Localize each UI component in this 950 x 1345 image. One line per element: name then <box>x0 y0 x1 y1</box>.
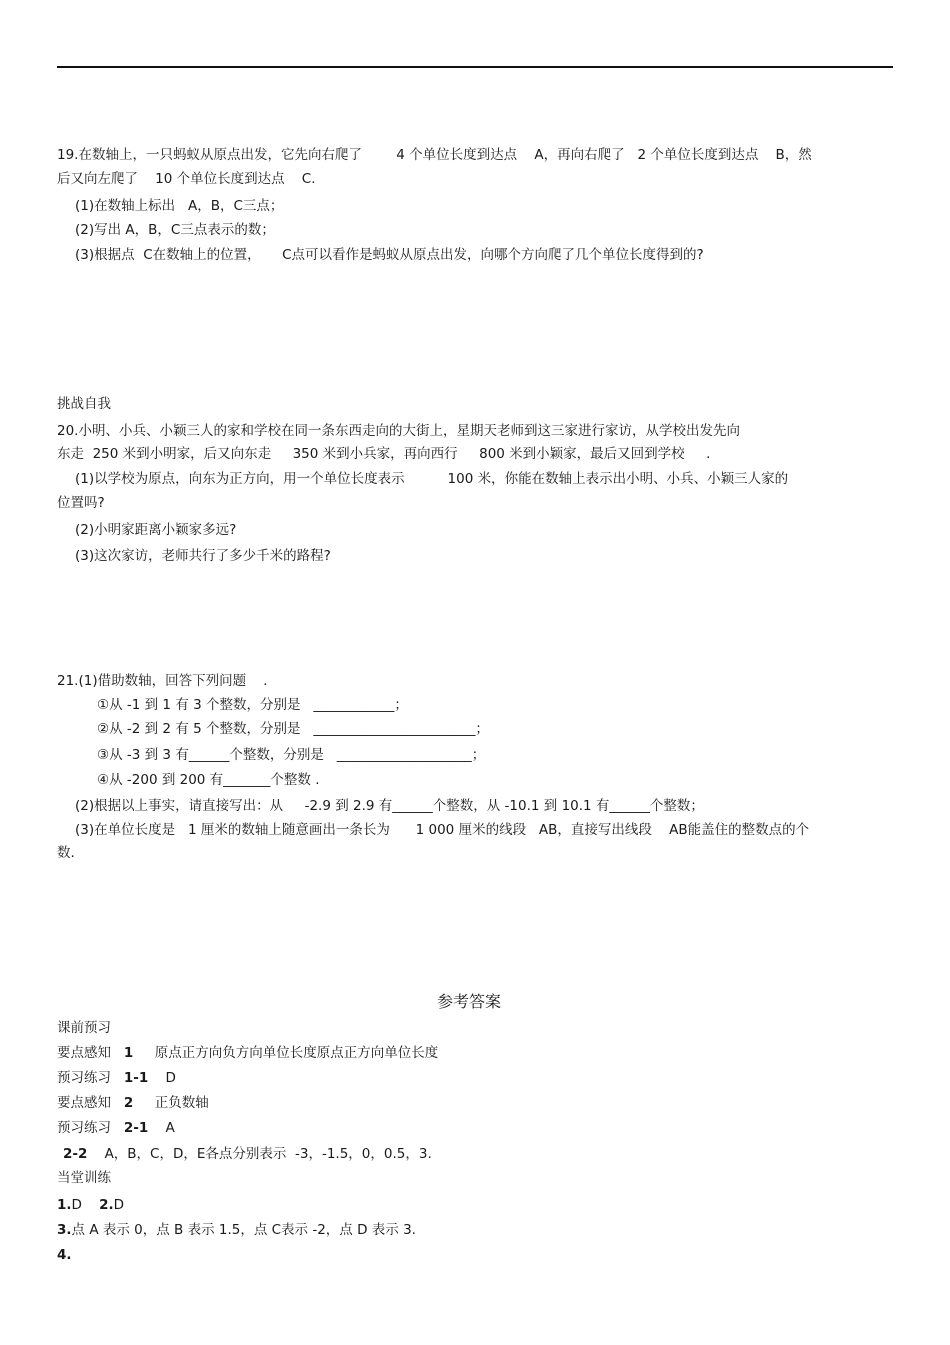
answer-label: 要点感知 <box>57 1045 111 1061</box>
q20-line-1: 20.小明、小兵、小颖三人的家和学校在同一条东西走向的大街上，星期天老师到这三家进行家访，从学校出发先向 <box>57 423 740 439</box>
answer-number: 4. <box>57 1247 72 1263</box>
answer-row-6 <box>57 1196 124 1214</box>
q19-part-3: (3)根据点 C在数轴上的位置， C点可以看作是蚂蚁从原点出发，向哪个方向爬了几个单位长度得到的? <box>75 247 704 263</box>
answer-label: 要点感知 <box>57 1095 111 1111</box>
answer-row-8 <box>57 1246 72 1264</box>
answer-number: 1. <box>57 1197 72 1213</box>
q21-part-3a: (3)在单位长度是 1 厘米的数轴上随意画出一条长为 1 000 厘米的线段 AB，直接写出线段 AB能盖住的整数点的个 <box>75 822 810 838</box>
q21-heading: 21.(1)借助数轴，回答下列问题 . <box>57 673 268 689</box>
answer-row-1 <box>57 1044 438 1062</box>
q21-sub-4: ④从 -200 到 200 有_______个整数 . <box>97 772 320 788</box>
q20-part-1b: 位置吗? <box>57 495 105 511</box>
q20-part-3: (3)这次家访，老师共行了多少千米的路程? <box>75 548 331 564</box>
q19-line-1: 19.在数轴上，一只蚂蚁从原点出发，它先向右爬了 4 个单位长度到达点 A，再向右爬了 2 个单位长度到达点 B，然 <box>57 147 812 163</box>
answer-row-3 <box>57 1094 209 1112</box>
answers-training-heading: 当堂训练 <box>57 1170 111 1186</box>
answer-text: D <box>165 1070 176 1086</box>
q19-part-2: (2)写出 A，B，C三点表示的数； <box>75 222 275 238</box>
q20-part-1a: (1)以学校为原点，向东为正方向，用一个单位长度表示 100 米，你能在数轴上表示出小明、小兵、小颖三人家的 <box>75 471 789 487</box>
q21-sub-1: ①从 -1 到 1 有 3 个整数，分别是 ____________； <box>97 697 408 713</box>
answer-text: D <box>113 1197 125 1213</box>
answer-text: 原点正方向负方向单位长度原点正方向单位长度 <box>154 1045 439 1061</box>
answer-number: 1-1 <box>123 1070 149 1086</box>
header-rule <box>57 66 893 68</box>
answer-text: A，B，C，D，E各点分别表示 -3，-1.5，0，0.5，3. <box>104 1146 432 1162</box>
answer-text: D <box>71 1197 82 1213</box>
answer-text: 正负数轴 <box>154 1095 209 1111</box>
q21-part-2: (2)根据以上事实，请直接写出：从 -2.9 到 2.9 有______个整数，从 -10.1 到 10.1 有______个整数； <box>75 798 704 814</box>
answer-row-4 <box>57 1119 175 1137</box>
answer-row-5 <box>63 1145 432 1163</box>
answer-label: 预习练习 <box>57 1120 111 1136</box>
answers-title: 参考答案 <box>437 992 502 1011</box>
q21-sub-3: ③从 -3 到 3 有______个整数，分别是 ____________________； <box>97 747 486 763</box>
answer-number: 1 <box>123 1045 134 1061</box>
answers-preview-heading: 课前预习 <box>57 1020 111 1036</box>
q19-line-2: 后又向左爬了 10 个单位长度到达点 C. <box>57 171 316 187</box>
answer-text: A <box>165 1120 175 1136</box>
q20-part-2: (2)小明家距离小颖家多远? <box>75 522 237 538</box>
q21-part-3b: 数. <box>57 845 75 861</box>
answer-row-7 <box>57 1221 416 1239</box>
answer-number: 2-1 <box>123 1120 149 1136</box>
answer-number: 2 <box>123 1095 134 1111</box>
q20-line-2: 东走 250 米到小明家，后又向东走 350 米到小兵家，再向西行 800 米到小颖家，最后又回到学校 . <box>57 446 711 462</box>
answer-text: 点 A 表示 0，点 B 表示 1.5，点 C表示 -2，点 D 表示 3. <box>71 1222 416 1238</box>
answer-number: 2. <box>99 1197 114 1213</box>
answer-number: 2-2 <box>63 1146 88 1162</box>
q19-part-1: (1)在数轴上标出 A，B，C三点； <box>75 198 284 214</box>
answer-label: 预习练习 <box>57 1070 111 1086</box>
answer-row-2 <box>57 1069 176 1087</box>
answer-number: 3. <box>57 1222 72 1238</box>
q21-sub-2: ②从 -2 到 2 有 5 个整数，分别是 ________________________； <box>97 721 489 737</box>
challenge-heading: 挑战自我 <box>57 396 111 412</box>
